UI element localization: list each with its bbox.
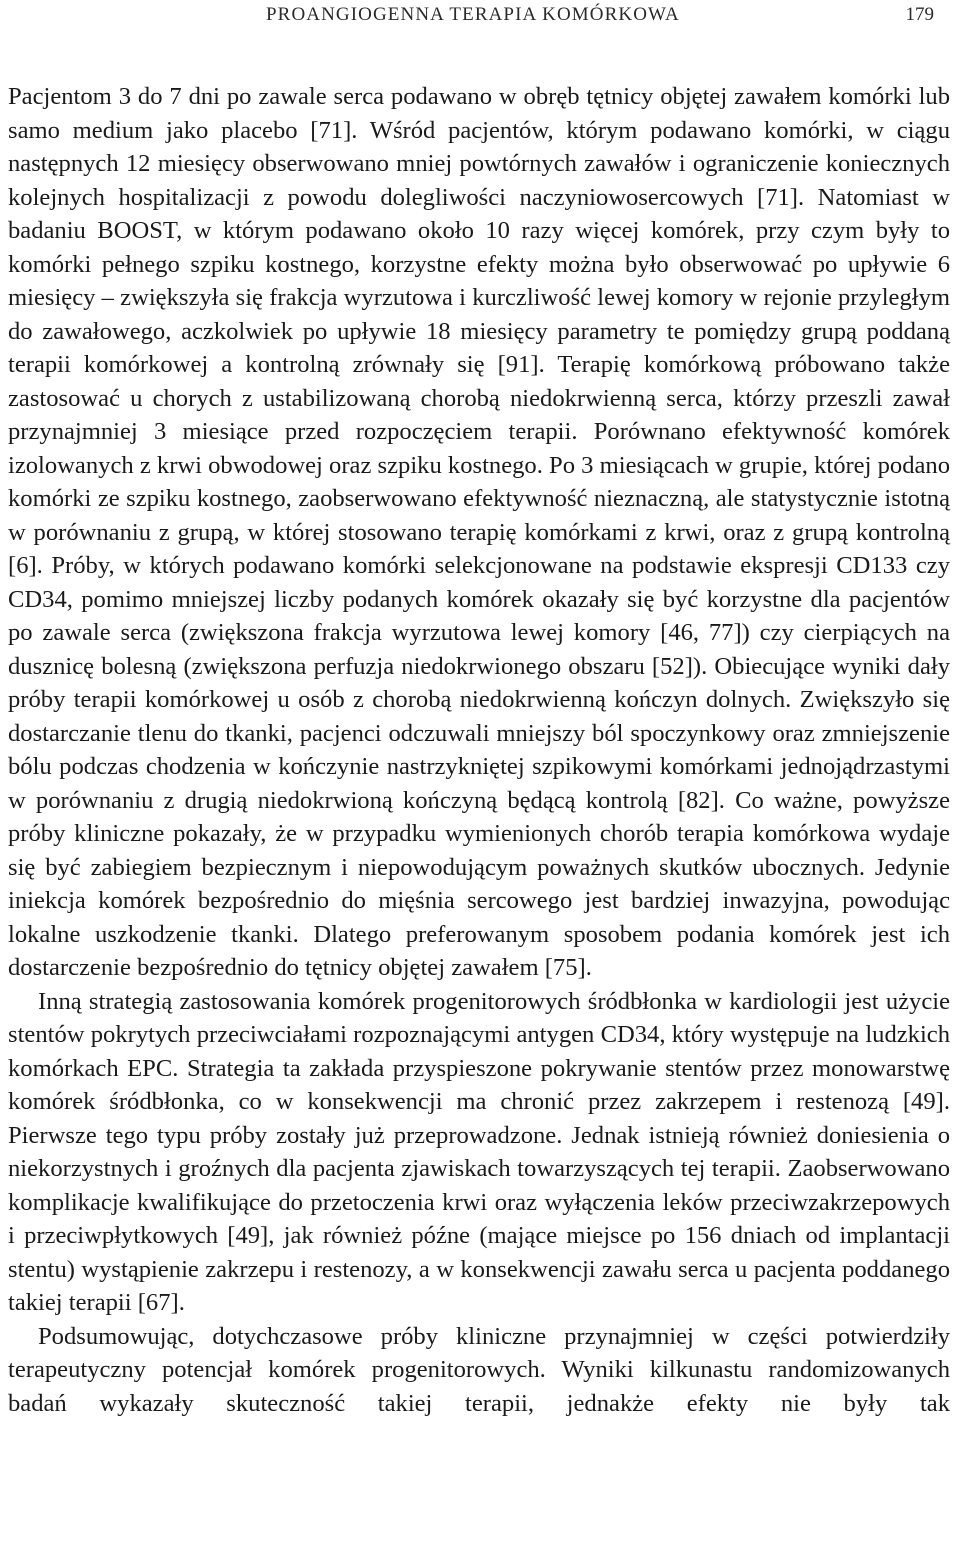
running-header-title: PROANGIOGENNA TERAPIA KOMÓRKOWA	[266, 4, 680, 25]
running-header	[8, 0, 950, 34]
paragraph-1: Pacjentom 3 do 7 dni po zawale serca podawano w obręb tętnicy objętej zawałem komórki lub samo medium jako placebo [71]. Wśród pacjentów, którym podawano komórki, w ciągu następnych 12 miesięcy obserwowano mniej powtórnych zawałów i ograniczenie koniecznych kolejnych hospitalizacji z powodu dolegliwości naczyniowosercowych [71]. Natomiast w badaniu BOOST, w którym podawano około 10 razy więcej komórek, przy czym były to komórki pełnego szpiku kostnego, korzystne efekty można było obserwować po upływie 6 miesięcy – zwiększyła się frakcja wyrzutowa i kurczliwość lewej komory w rejonie przyległym do zawałowego, aczkolwiek po upływie 18 miesięcy parametry te pomiędzy grupą poddaną terapii komórkowej a kontrolną zrównały się [91]. Terapię komórkową próbowano także zastosować u chorych z ustabilizowaną chorobą niedokrwienną serca, którzy przeszli zawał przynajmniej 3 miesiące przed rozpoczęciem terapii. Porównano efektywność komórek izolowanych z krwi obwodowej oraz szpiku kostnego. Po 3 miesiącach w grupie, której podano komórki ze szpiku kostnego, zaobserwowano efektywność nieznaczną, ale statystycznie istotną w porównaniu z grupą, w której stosowano terapię komórkami z krwi, oraz z grupą kontrolną [6]. Próby, w których podawano komórki selekcjonowane na podstawie ekspresji CD133 czy CD34, pomimo mniejszej liczby podanych komórek okazały się być korzystne dla pacjentów po zawale serca (zwiększona frakcja wyrzutowa lewej komory [46, 77]) czy cierpiących na dusznicę bolesną (zwiększona perfuzja niedokrwionego obszaru [52]). Obiecujące wyniki dały próby terapii komórkowej u osób z chorobą niedokrwienną kończyn dolnych. Zwiększyło się dostarczanie tlenu do tkanki, pacjenci odczuwali mniejszy ból spoczynkowy oraz zmniejszenie bólu podczas chodzenia w kończynie nastrzykniętej szpikowymi komórkami jednojądrzastymi w porównaniu z drugią niedokrwioną kończyną będącą kontrolą [82]. Co ważne, powyższe próby kliniczne pokazały, że w przypadku wymienionych chorób terapia komórkowa wydaje się być zabiegiem bezpiecznym i niepowodującym poważnych skutków ubocznych. Jedynie iniekcja komórek bezpośrednio do mięśnia sercowego jest bardziej inwazyjna, powodując lokalne uszkodzenie tkanki. Dlatego preferowanym sposobem podania komórek jest ich dostarczenie bezpośrednio do tętnicy objętej zawałem [75].	[8, 83, 950, 981]
body-text	[8, 80, 950, 1420]
paragraph-3: Podsumowując, dotychczasowe próby kliniczne przynajmniej w części potwierdziły terapeutyczny potencjał komórek progenitorowych. Wyniki kilkunastu randomizowanych badań wykazały skuteczność takiej terapii, jednakże efekty nie były tak	[8, 1322, 950, 1417]
paragraph-2: Inną strategią zastosowania komórek progenitorowych śródbłonka w kardiologii jest użycie stentów pokrytych przeciwciałami rozpoznającymi antygen CD34, który występuje na ludzkich komórkach EPC. Strategia ta zakłada przyspieszone pokrywanie stentów przez monowarstwę komórek śródbłonka, co w konsekwencji ma chronić przez zakrzepem i restenozą [49]. Pierwsze tego typu próby zostały już przeprowadzone. Jednak istnieją również doniesienia o niekorzystnych i groźnych dla pacjenta zjawiskach towarzyszących tej terapii. Zaobserwowano komplikacje kwalifikujące do przetoczenia krwi oraz wyłączenia leków przeciwzakrzepowych i przeciwpłytkowych [49], jak również późne (mające miejsce po 156 dniach od implantacji stentu) wystąpienie zakrzepu i restenozy, a w konsekwencji zawału serca u pacjenta poddanego takiej terapii [67].	[8, 987, 950, 1316]
page-number: 179	[905, 4, 934, 25]
